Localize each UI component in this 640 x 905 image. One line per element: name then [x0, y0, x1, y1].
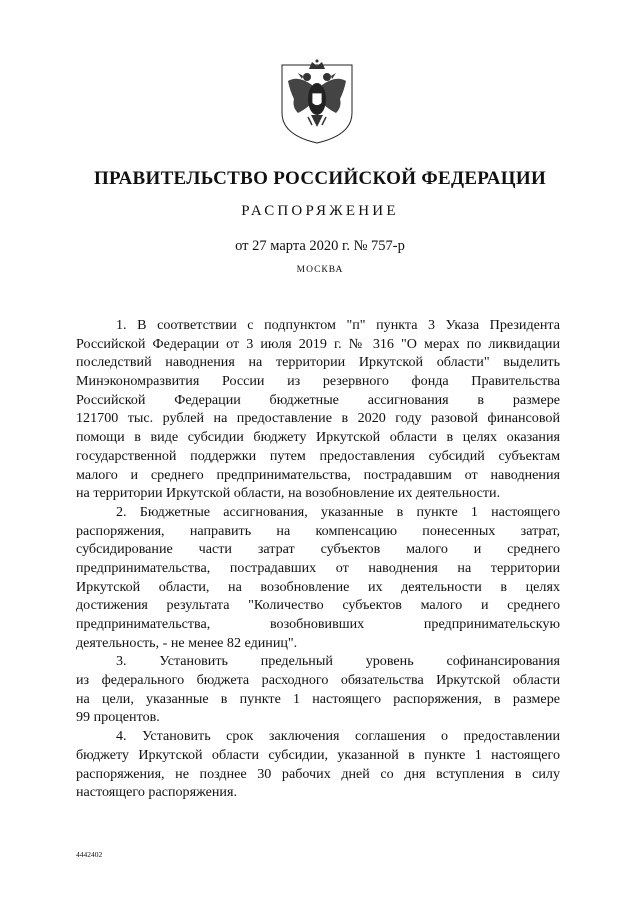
document-city: МОСКВА: [296, 265, 344, 275]
paragraph-1-line: государственной поддержки путем предоставления субсидий субъектам: [76, 447, 560, 464]
document-code: 4442402: [76, 850, 103, 859]
paragraph-2-line: Иркутской области, на возобновление их деятельности в целях: [76, 578, 560, 595]
paragraph-4-line: распоряжения, не позднее 30 рабочих дней со дня вступления в силу: [76, 765, 560, 782]
paragraph-2-line: распоряжения, направить на компенсацию понесенных затрат,: [76, 522, 560, 539]
paragraph-1-line: 121700 тыс. рублей на предоставление в 2020 году разовой финансовой: [76, 410, 560, 427]
paragraph-2-line: 2. Бюджетные ассигнования, указанные в пункте 1 настоящего: [116, 503, 560, 520]
paragraph-2-line: предпринимательства, пострадавших от наводнения на территории: [76, 559, 560, 576]
paragraph-1-line: Российской Федерации бюджетные ассигнования в размере: [76, 391, 560, 408]
paragraph-3-line: на цели, указанные в пункте 1 настоящего распоряжения, в размере: [76, 690, 560, 707]
paragraph-2-line: достижения результата "Количество субъектов малого и среднего: [76, 597, 560, 614]
paragraph-1-line: последствий наводнения на территории Иркутской области" выделить: [76, 354, 560, 371]
paragraph-4-line: настоящего распоряжения.: [76, 784, 237, 801]
paragraph-3-line: 3. Установить предельный уровень софинансирования: [116, 653, 560, 670]
paragraph-1-line: Минэкономразвития России из резервного фонда Правительства: [76, 373, 560, 390]
paragraph-3-line: из федерального бюджета расходного обязательства Иркутской области: [76, 672, 560, 689]
paragraph-2-line: деятельность, - не менее 82 единиц".: [76, 634, 298, 651]
coat-of-arms-icon: [276, 55, 358, 145]
paragraph-4-line: 4. Установить срок заключения соглашения о предоставлении: [116, 728, 560, 745]
document-type: РАСПОРЯЖЕНИЕ: [241, 203, 399, 219]
paragraph-1-line: помощи в виде субсидии бюджету Иркутской области в целях оказания: [76, 429, 560, 446]
paragraph-3-line: 99 процентов.: [76, 709, 160, 726]
paragraph-1-line: на территории Иркутской области, на возобновление их деятельности.: [76, 485, 501, 502]
paragraph-2-line: предпринимательства, возобновивших предпринимательскую: [76, 616, 560, 632]
paragraph-1-line: Российской Федерации от 3 июля 2019 г. № 316 "О мерах по ликвидации: [76, 335, 560, 352]
paragraph-4-line: бюджету Иркутской области субсидии, указанной в пункте 1 настоящего: [76, 746, 560, 763]
document-date-number: от 27 марта 2020 г. № 757-р: [235, 238, 405, 254]
document-body: [76, 316, 560, 802]
government-title: ПРАВИТЕЛЬСТВО РОССИЙСКОЙ ФЕДЕРАЦИИ: [93, 168, 547, 189]
paragraph-1-line: малого и среднего предпринимательства, пострадавшим от наводнения: [76, 466, 560, 483]
paragraph-1-line: 1. В соответствии с подпунктом "п" пункта 3 Указа Президента: [116, 317, 560, 333]
paragraph-2-line: субсидирование части затрат субъектов малого и среднего: [76, 541, 560, 558]
